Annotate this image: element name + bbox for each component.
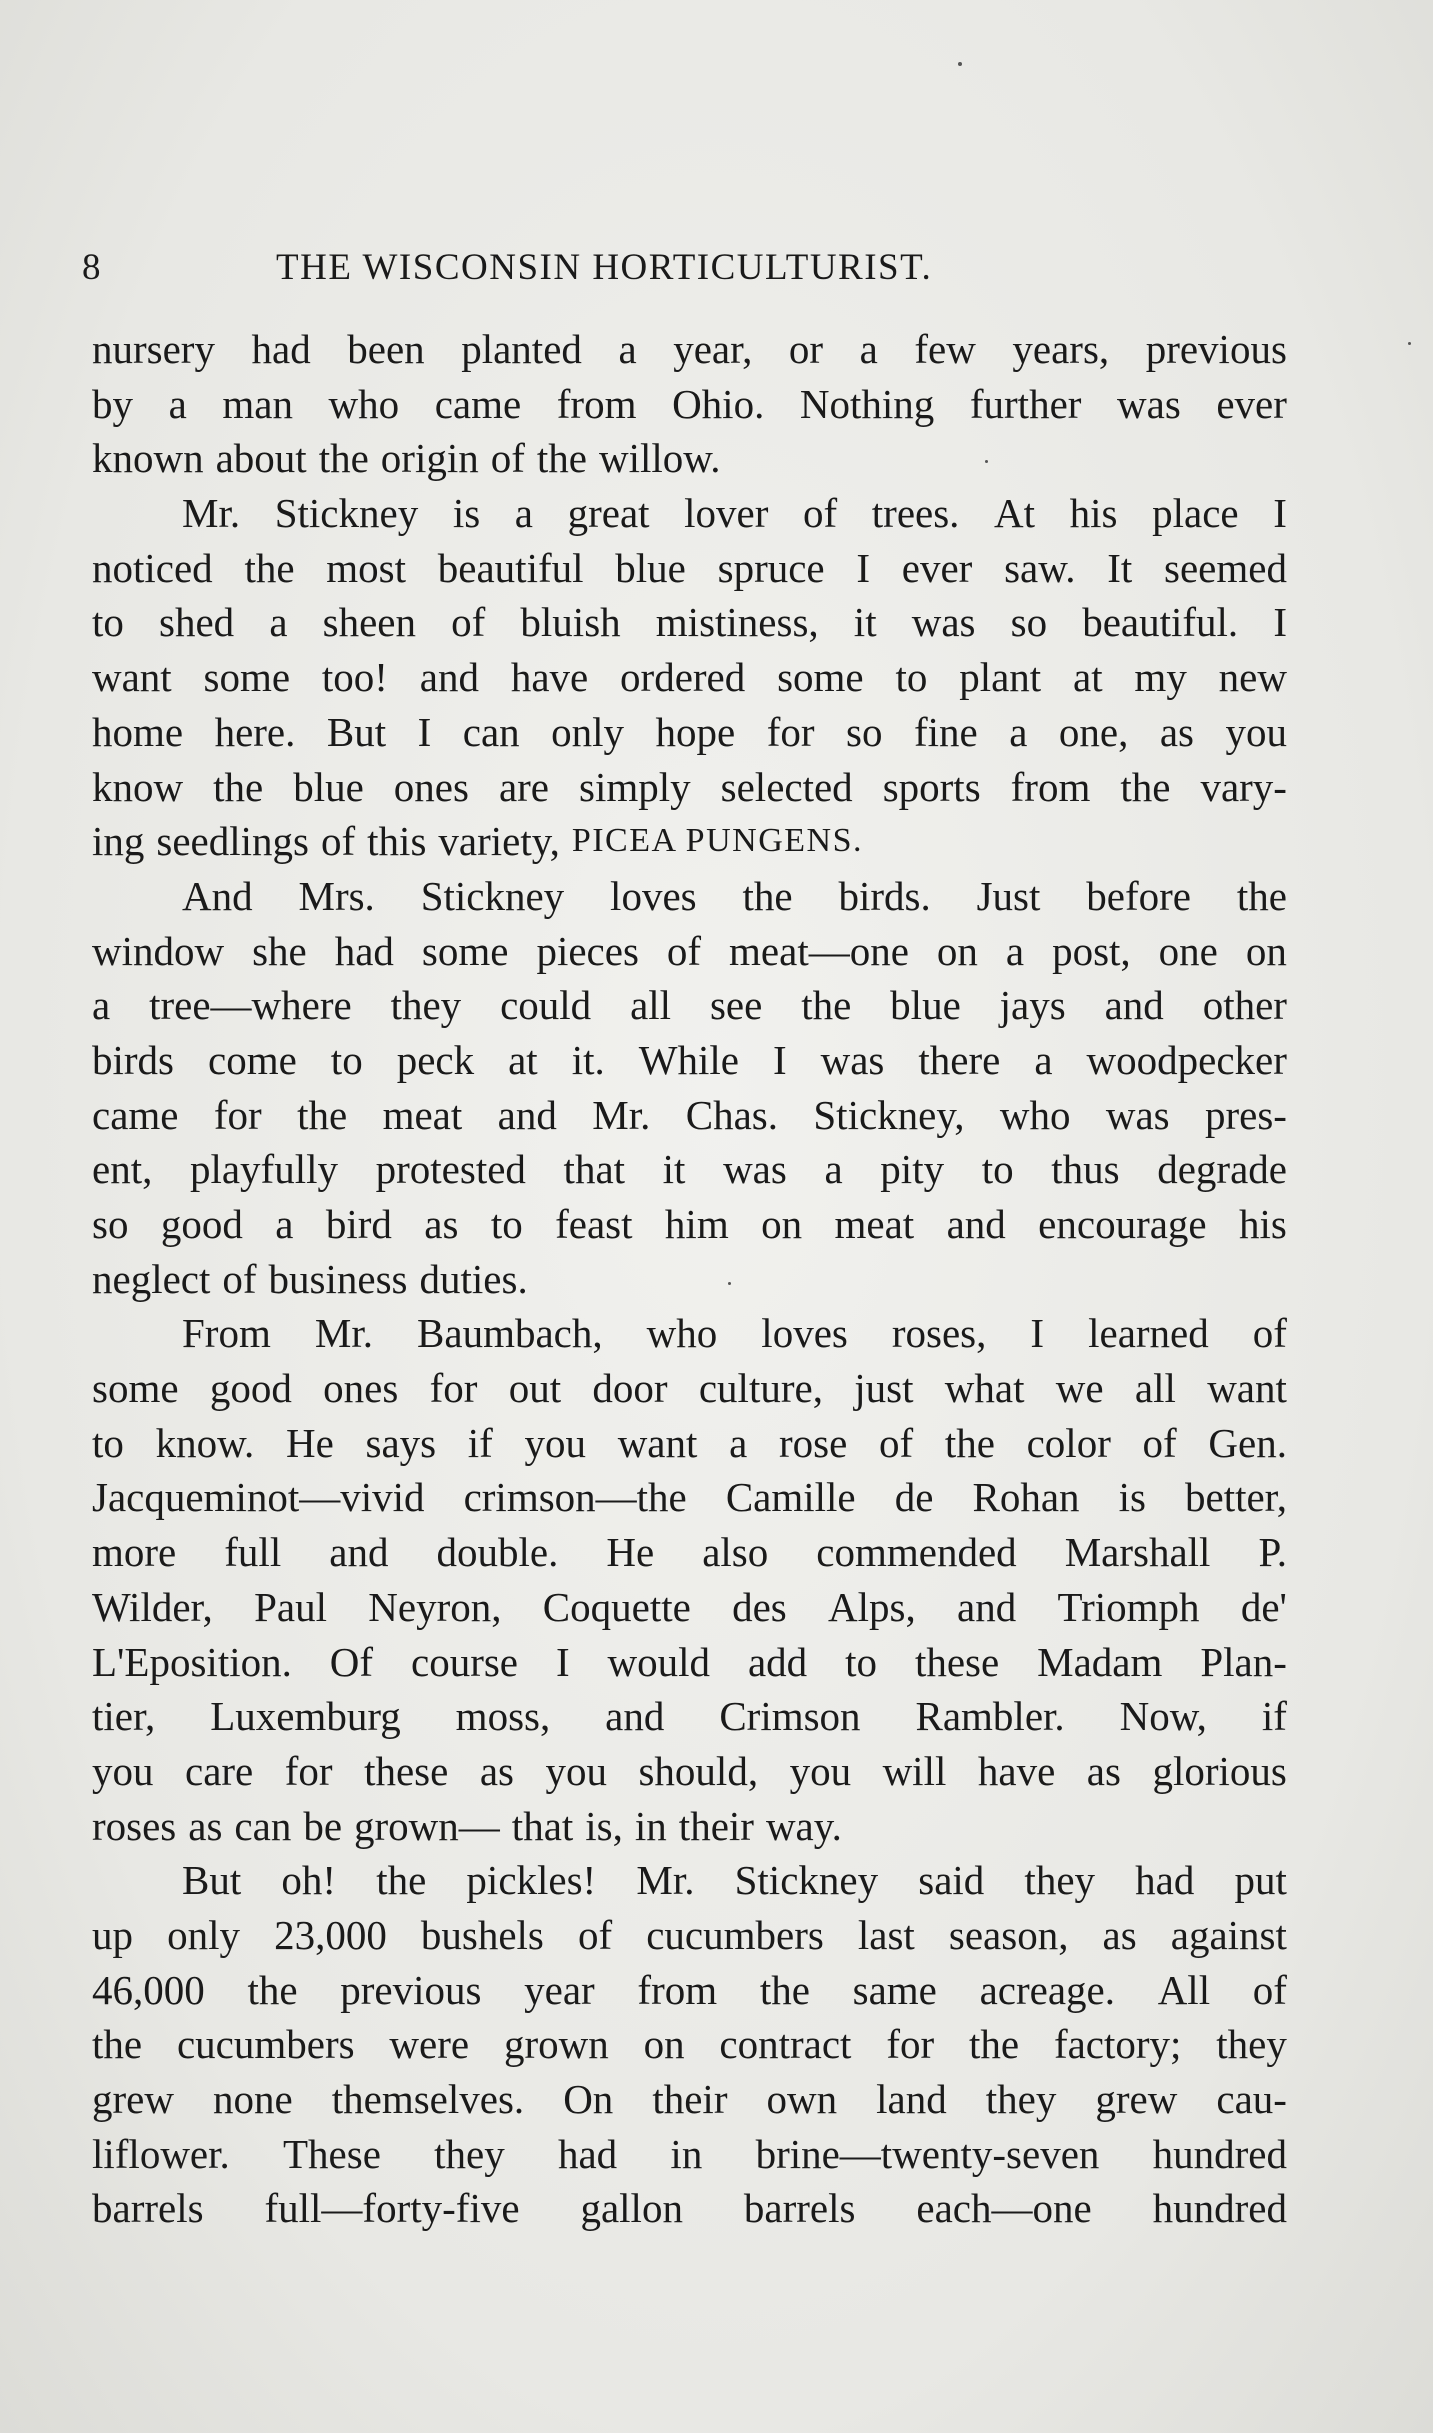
text-line: Jacqueminot—vivid crimson—the Camille de Rohan is better, bbox=[92, 1474, 1287, 1521]
text-line: known about the origin of the willow. bbox=[92, 435, 721, 482]
text-line: you care for these as you should, you will have as glorious bbox=[92, 1747, 1287, 1794]
text-line: window she had some pieces of meat—one on a post, one on bbox=[92, 927, 1287, 974]
paper-speck bbox=[728, 1282, 731, 1285]
text-line: ing seedlings of this variety, PICEA PUNGENS. bbox=[92, 814, 1287, 869]
text-line: barrels full—forty-five gallon barrels each—one hundred bbox=[92, 2185, 1287, 2232]
text-line: noticed the most beautiful blue spruce I ever saw. It seemed bbox=[92, 544, 1287, 591]
text-line: more full and double. He also commended Marshall P. bbox=[92, 1529, 1287, 1576]
text-line: by a man who came from Ohio. Nothing further was ever bbox=[92, 380, 1287, 427]
text-line: so good a bird as to feast him on meat and encourage his bbox=[92, 1201, 1287, 1247]
text-line: a tree—where they could all see the blue jays and other bbox=[92, 982, 1287, 1029]
text-line: tier, Luxemburg moss, and Crimson Rambler. Now, if bbox=[92, 1693, 1287, 1740]
text-line: neglect of business duties. bbox=[92, 1255, 528, 1302]
page-header bbox=[80, 238, 1080, 298]
paper-speck bbox=[1408, 342, 1411, 345]
text-line: the cucumbers were grown on contract for the factory; they bbox=[92, 2021, 1287, 2068]
text-line: nursery had been planted a year, or a few years, previous bbox=[92, 326, 1287, 372]
text-line: grew none themselves. On their own land they grew cau- bbox=[92, 2076, 1287, 2122]
text-line: But oh! the pickles! Mr. Stickney said they had put bbox=[182, 1857, 1287, 1904]
page-number: 8 bbox=[82, 247, 101, 288]
text-line: roses as can be grown— that is, in their way. bbox=[92, 1802, 842, 1849]
paper-speck bbox=[958, 62, 962, 66]
text-line: to shed a sheen of bluish mistiness, it was so beautiful. I bbox=[92, 599, 1287, 646]
text-line: liflower. These they had in brine—twenty-seven hundred bbox=[92, 2130, 1287, 2177]
text-line: up only 23,000 bushels of cucumbers last season, as against bbox=[92, 1911, 1287, 1958]
running-title: THE WISCONSIN HORTICULTURIST. bbox=[276, 247, 933, 288]
text-line: want some too! and have ordered some to plant at my new bbox=[92, 654, 1287, 701]
text-line: to know. He says if you want a rose of the color of Gen. bbox=[92, 1419, 1287, 1466]
text-line: ent, playfully protested that it was a pity to thus degrade bbox=[92, 1146, 1287, 1193]
text-line: birds come to peck at it. While I was there a woodpecker bbox=[92, 1036, 1287, 1083]
text-line: home here. But I can only hope for so fine a one, as you bbox=[92, 708, 1287, 755]
text-line: And Mrs. Stickney loves the birds. Just before the bbox=[182, 872, 1287, 919]
text-line: L'Eposition. Of course I would add to these Madam Plan- bbox=[92, 1638, 1287, 1685]
text-line: know the blue ones are simply selected sports from the vary- bbox=[92, 763, 1287, 810]
text-line: Wilder, Paul Neyron, Coquette des Alps, and Triomph de' bbox=[92, 1583, 1287, 1630]
paper-speck bbox=[985, 460, 988, 463]
species-name: PICEA PUNGENS. bbox=[571, 822, 863, 860]
text-line: 46,000 the previous year from the same acreage. All of bbox=[92, 1966, 1287, 2013]
text-line: From Mr. Baumbach, who loves roses, I learned of bbox=[182, 1310, 1287, 1357]
text-line: Mr. Stickney is a great lover of trees. At his place I bbox=[182, 490, 1287, 537]
text-line: some good ones for out door culture, just what we all want bbox=[92, 1365, 1287, 1412]
body-text bbox=[92, 322, 1287, 2236]
text-line: came for the meat and Mr. Chas. Stickney, who was pres- bbox=[92, 1091, 1287, 1138]
